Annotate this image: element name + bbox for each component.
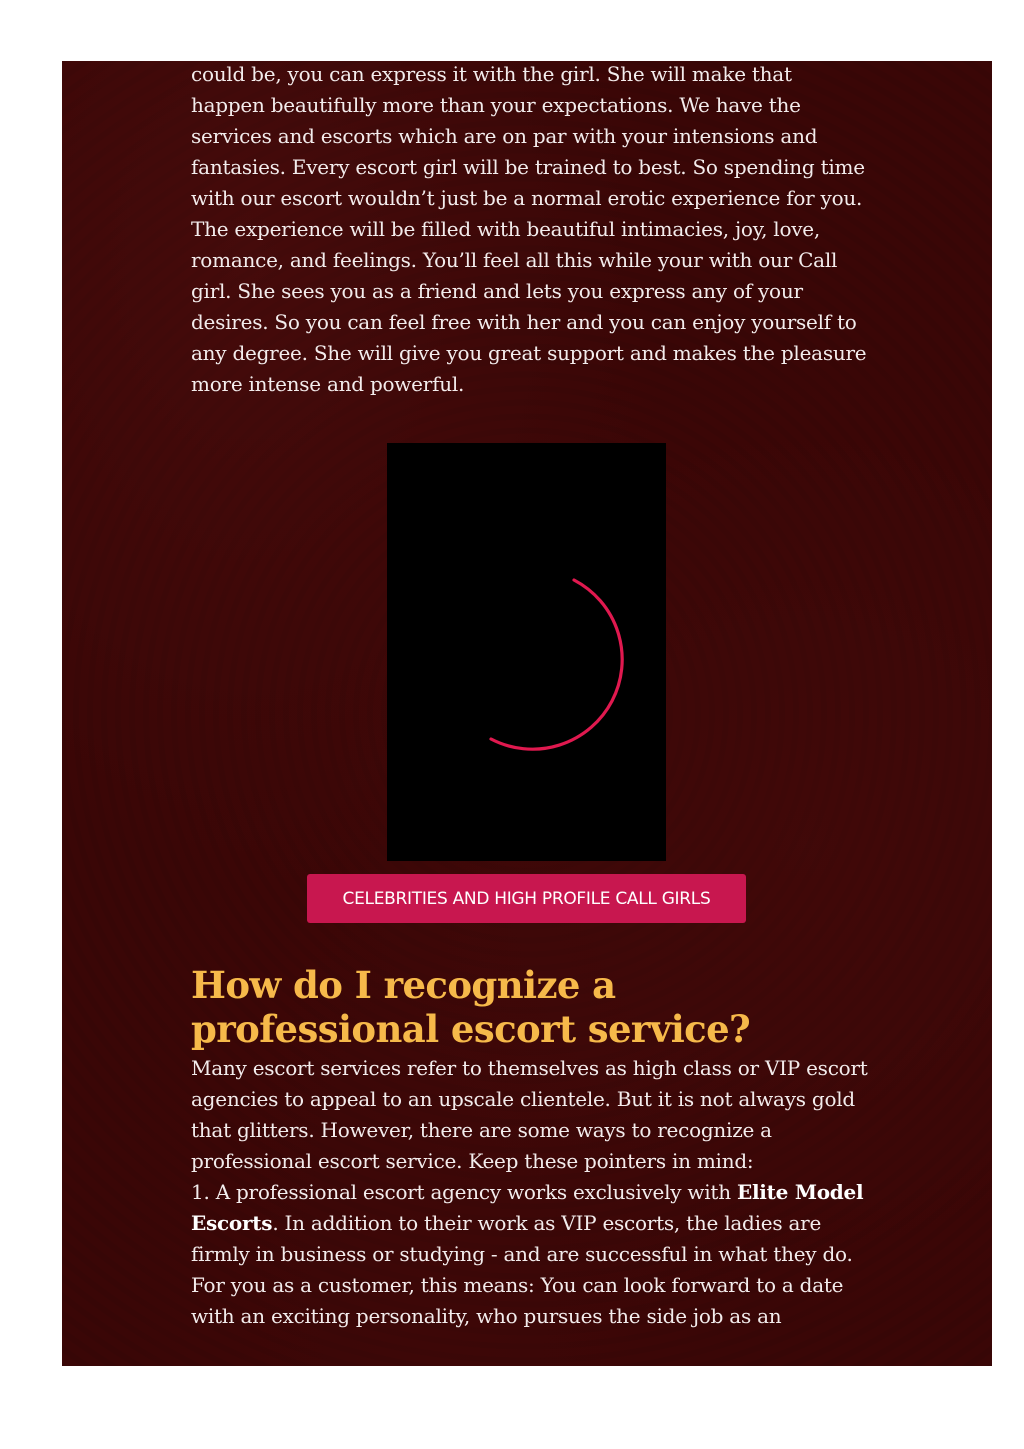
intro-paragraph: could be, you can express it with the girl. She will make that happen beautifully more than your expectations. We have the services and escorts which are on par with your intensions and fantasies. Every escort girl will be trained to best. So spending time with our escort wouldn’t just be a normal erotic experience for you. The experience will be filled with beautiful intimacies, joy, love, romance, and feelings. You’ll feel all this while your with our Call girl. She sees you as a friend and lets you express any of your desires. So you can feel free with her and you can enjoy yourself to any degree. She will give you great support and makes the pleasure more intense and powerful. [191,62,867,396]
section-intro-text: Many escort services refer to themselves as high class or VIP escort agencies to appeal to an upscale clientele. But it is not always gold that glitters. However, there are some ways to recognize a professional escort service. Keep these pointers in mind: [191,1056,868,1173]
celebrities-call-girls-button[interactable]: CELEBRITIES AND HIGH PROFILE CALL GIRLS [307,874,746,923]
point-1-text: . In addition to their work as VIP escorts, the ladies are firmly in business or studying - and are successful in what they do. For you as a customer, this means: You can look forward to a date with an exciting personality, who pursues the side job as an [191,1211,853,1328]
section-heading: How do I recognize a professional escort service? [191,963,751,1051]
point-1-prefix: 1. A professional escort agency works exclusively with [191,1180,737,1204]
loading-spinner-icon [387,443,666,861]
page-container [62,61,992,1366]
elite-model-escorts-text: Elite Model Escorts [191,1180,864,1235]
section-paragraph [191,1053,871,1332]
video-player[interactable] [387,443,666,861]
